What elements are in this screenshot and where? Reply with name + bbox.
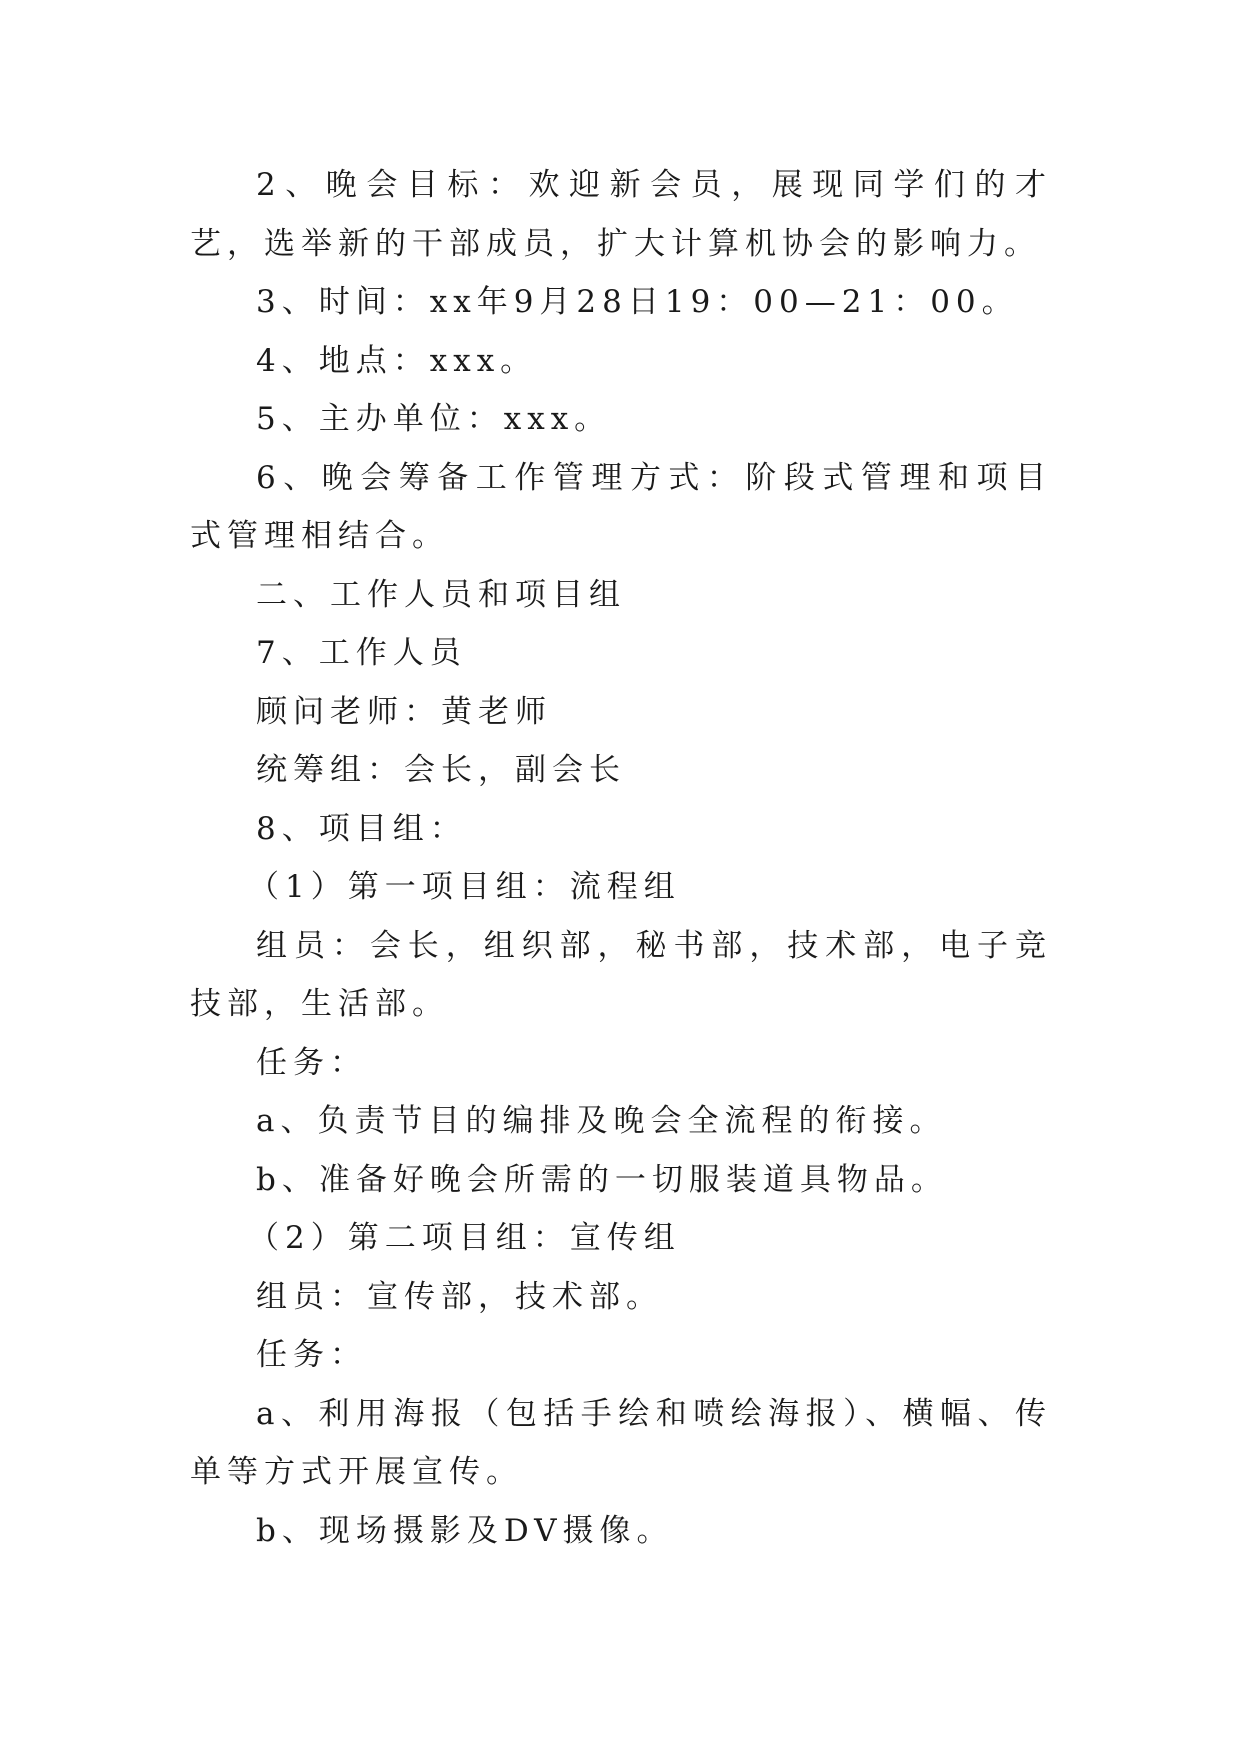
paragraph-group-1-members: 组员：会长，组织部，秘书部，技术部，电子竞技部，生活部。 — [190, 927, 1052, 1022]
paragraph-organizer: 5、主办单位：xxx。 — [256, 401, 612, 437]
paragraph-group-2-members: 组员：宣传部，技术部。 — [256, 1278, 663, 1315]
paragraph-advisor: 顾问老师：黄老师 — [256, 693, 552, 730]
subheading-group-1: （1）第一项目组：流程组 — [248, 869, 681, 905]
subheading-group-2: （2）第二项目组：宣传组 — [248, 1220, 681, 1256]
section-heading-staff-groups: 二、工作人员和项目组 — [256, 576, 626, 613]
document-body — [190, 156, 1052, 1560]
paragraph-goal: 2、晚会目标：欢迎新会员，展现同学们的才艺，选举新的干部成员，扩大计算机协会的影响力。 — [190, 167, 1052, 262]
paragraph-group-1-task-b: b、准备好晚会所需的一切服装道具物品。 — [256, 1161, 948, 1198]
paragraph-group-1-task-a: a、负责节目的编排及晚会全流程的衔接。 — [256, 1103, 947, 1139]
paragraph-group-1-tasks: 任务： — [256, 1044, 367, 1081]
paragraph-group-2-tasks: 任务： — [256, 1337, 367, 1373]
paragraph-coordination: 统筹组：会长，副会长 — [256, 752, 626, 788]
paragraph-group-2-task-b: b、现场摄影及DV摄像。 — [256, 1512, 674, 1549]
paragraph-place: 4、地点：xxx。 — [256, 342, 538, 379]
paragraph-time: 3、时间：xx年9月28日19：00—21：00。 — [256, 284, 1019, 320]
paragraph-group-2-task-a: a、利用海报（包括手绘和喷绘海报）、横幅、传单等方式开展宣传。 — [190, 1395, 1052, 1490]
paragraph-project-groups: 8、项目组： — [256, 810, 467, 847]
paragraph-staff: 7、工作人员 — [256, 635, 467, 671]
paragraph-management: 6、晚会筹备工作管理方式：阶段式管理和项目式管理相结合。 — [190, 459, 1052, 554]
